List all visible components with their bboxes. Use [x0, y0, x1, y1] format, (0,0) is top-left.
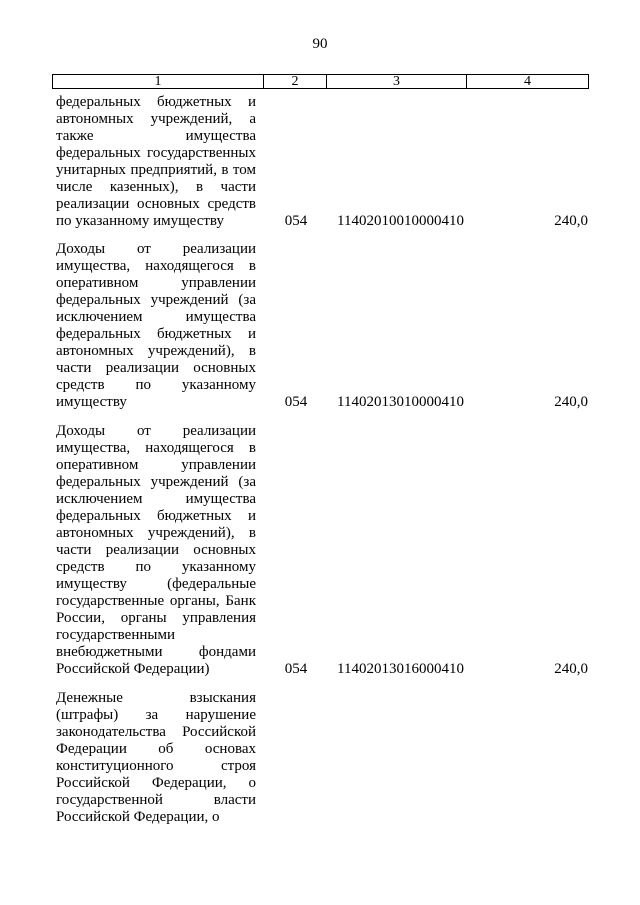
table-row: [0, 423, 640, 679]
row-amount: 240,0: [554, 661, 588, 677]
header-col-2: 2: [264, 75, 327, 88]
row-description: федеральных бюджетных и автономных учреждений, а также имущества федеральных государственных унитарных предприятий, в том числе казенных), в части реализации основных средств по указанному имуществу: [56, 94, 256, 229]
row-amount: 240,0: [554, 213, 588, 229]
row-amount: 240,0: [554, 394, 588, 410]
header-col-4: 4: [524, 74, 531, 89]
page-number: 90: [312, 36, 328, 52]
row-kbk: 11402010010000410: [337, 213, 464, 229]
row-description: Денежные взыскания (штрафы) за нарушение законодательства Российской Федерации об основах конституционного строя Российской Федерации, о государственной власти Российской Федерации, о: [56, 690, 256, 825]
table-row: [0, 241, 640, 411]
row-kbk: 11402013010000410: [337, 394, 464, 410]
row-code: 054: [284, 661, 308, 677]
row-kbk: 11402013016000410: [337, 661, 464, 677]
header-col-1: 1: [53, 75, 264, 88]
table-row: [0, 94, 640, 230]
row-description: Доходы от реализации имущества, находящегося в оперативном управлении федеральных учреждений (за исключением имущества федеральных бюджетных и автономных учреждений), в части реализации основных средств по указанному имуществу: [56, 241, 256, 410]
table-row: [0, 690, 640, 830]
row-code: 054: [284, 394, 308, 410]
header-col-3: 3: [327, 75, 467, 88]
row-description: Доходы от реализации имущества, находящегося в оперативном управлении федеральных учреждений (за исключением имущества федеральных бюджетных и автономных учреждений), в части реализации основных средств по указанному имуществу (федеральные государственные органы, Банк России, органы управления государственными внебюджетными фондами Российской Федерации): [56, 423, 256, 677]
table-header-row: [52, 74, 589, 89]
row-code: 054: [284, 213, 308, 229]
